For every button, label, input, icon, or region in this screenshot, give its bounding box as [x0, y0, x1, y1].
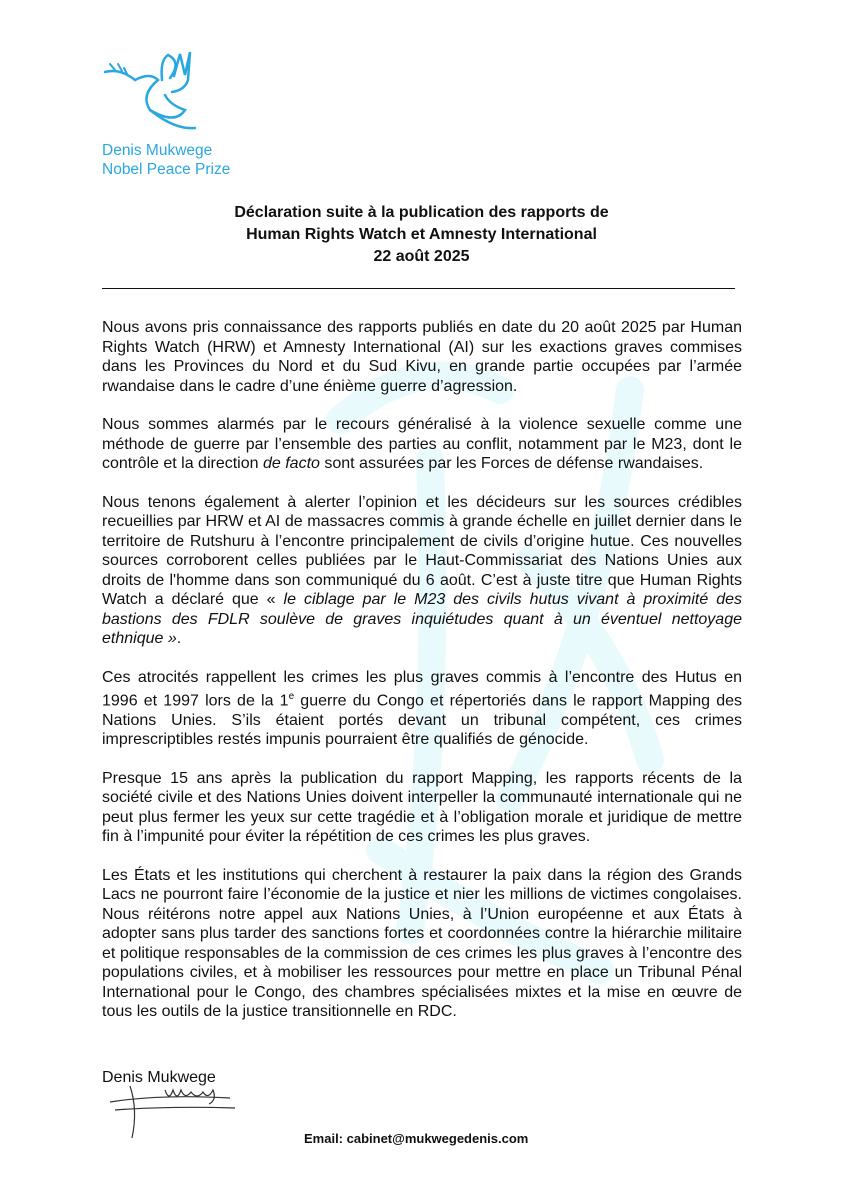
paragraph-5: Presque 15 ans après la publication du rapport Mapping, les rapports récents de la société civile et des Nations Unies doivent interpeller la communauté internationale qui ne peut plus fermer les yeux sur cette tragédie et à l’obligation morale et juridique de mettre fin à l’impunité pour éviter la répétition de ces crimes les plus graves.	[102, 769, 742, 846]
title-divider	[102, 288, 735, 289]
handwritten-signature	[110, 1080, 240, 1142]
logo-name: Denis Mukwege	[102, 142, 213, 159]
document-body	[102, 318, 742, 1041]
paragraph-1: Nous avons pris connaissance des rapports publiés en date du 20 août 2025 par Human Rights Watch (HRW) et Amnesty International (AI) sur les exactions graves commises dans les Provinces du Nord et du Sud Kivu, en grande partie occupées par l’armée rwandaise dans le cadre d’une énième guerre d’agression.	[102, 319, 742, 395]
title-line-2: Human Rights Watch et Amnesty International	[246, 226, 597, 243]
quote-text: le ciblage par le M23 des civils hutus vivant à proximité des bastions des FDLR soulève de graves inquiétudes quant à un éventuel nettoyage ethnique »	[102, 591, 742, 647]
paragraph-4	[102, 668, 742, 750]
paragraph-text: .	[176, 630, 182, 647]
paragraph-text: Ces atrocités rappellent les crimes les plus graves commis à l’encontre des Hutus en 1996 et 1997 lors de la 1	[102, 668, 742, 710]
paragraph-text: sont assurées par les Forces de défense rwandaises.	[319, 455, 704, 472]
logo-prize: Nobel Peace Prize	[102, 161, 231, 178]
paragraph-text: Nous tenons également à alerter l’opinion et les décideurs sur les sources crédibles recueillies par HRW et AI de massacres commis à grande échelle en juillet dernier dans le territoire de Rutshuru à l’encontre principalement de civils d’origine hutue. Ces nouvelles sources corroborent celles publiées par le Haut-Commissariat des Nations Unies aux droits de l'homme dans son communiqué du 6 août. C’est à juste titre que Human Rights Watch a déclaré que «	[102, 493, 742, 608]
dove-logo	[100, 50, 200, 140]
superscript: e	[288, 691, 295, 702]
document-title	[0, 202, 843, 268]
title-line-1: Déclaration suite à la publication des rapports de	[234, 204, 609, 221]
title-date: 22 août 2025	[373, 248, 470, 265]
signatory-name: Denis Mukwege	[102, 1069, 216, 1086]
footer-email: Email: cabinet@mukwegedenis.com	[304, 1131, 529, 1146]
logo-text	[102, 141, 230, 179]
paragraph-3	[102, 493, 742, 649]
paragraph-text: Nous sommes alarmés par le recours généralisé à la violence sexuelle comme une méthode de guerre par l’ensemble des parties au conflit, notamment par le M23, dont le contrôle et la direction	[102, 416, 742, 472]
paragraph-6: Les États et les institutions qui cherchent à restaurer la paix dans la région des Grands Lacs ne pourront faire l’économie de la justice et nier les millions de victimes congolaises. Nous réitérons notre appel aux Nations Unies, à l’Union européenne et aux États à adopter sans plus tarder des sanctions fortes et coordonnées contre la hiérarchie militaire et politique responsables de la commission de ces crimes les plus graves à l’encontre des populations civiles, et à mobiliser les ressources pour mettre en place un Tribunal Pénal International pour le Congo, des chambres spécialisées mixtes et la mise en œuvre de tous les outils de la justice transitionnelle en RDC.	[102, 866, 742, 1021]
paragraph-2	[102, 415, 742, 474]
italic-text: de facto	[262, 455, 320, 472]
paragraph-text: guerre du Congo et répertoriés dans le rapport Mapping des Nations Unies. S’ils étaient portés devant un tribunal compétent, ces crimes imprescriptibles restés impunis pourraient être qualifiés de génocide.	[102, 692, 742, 749]
